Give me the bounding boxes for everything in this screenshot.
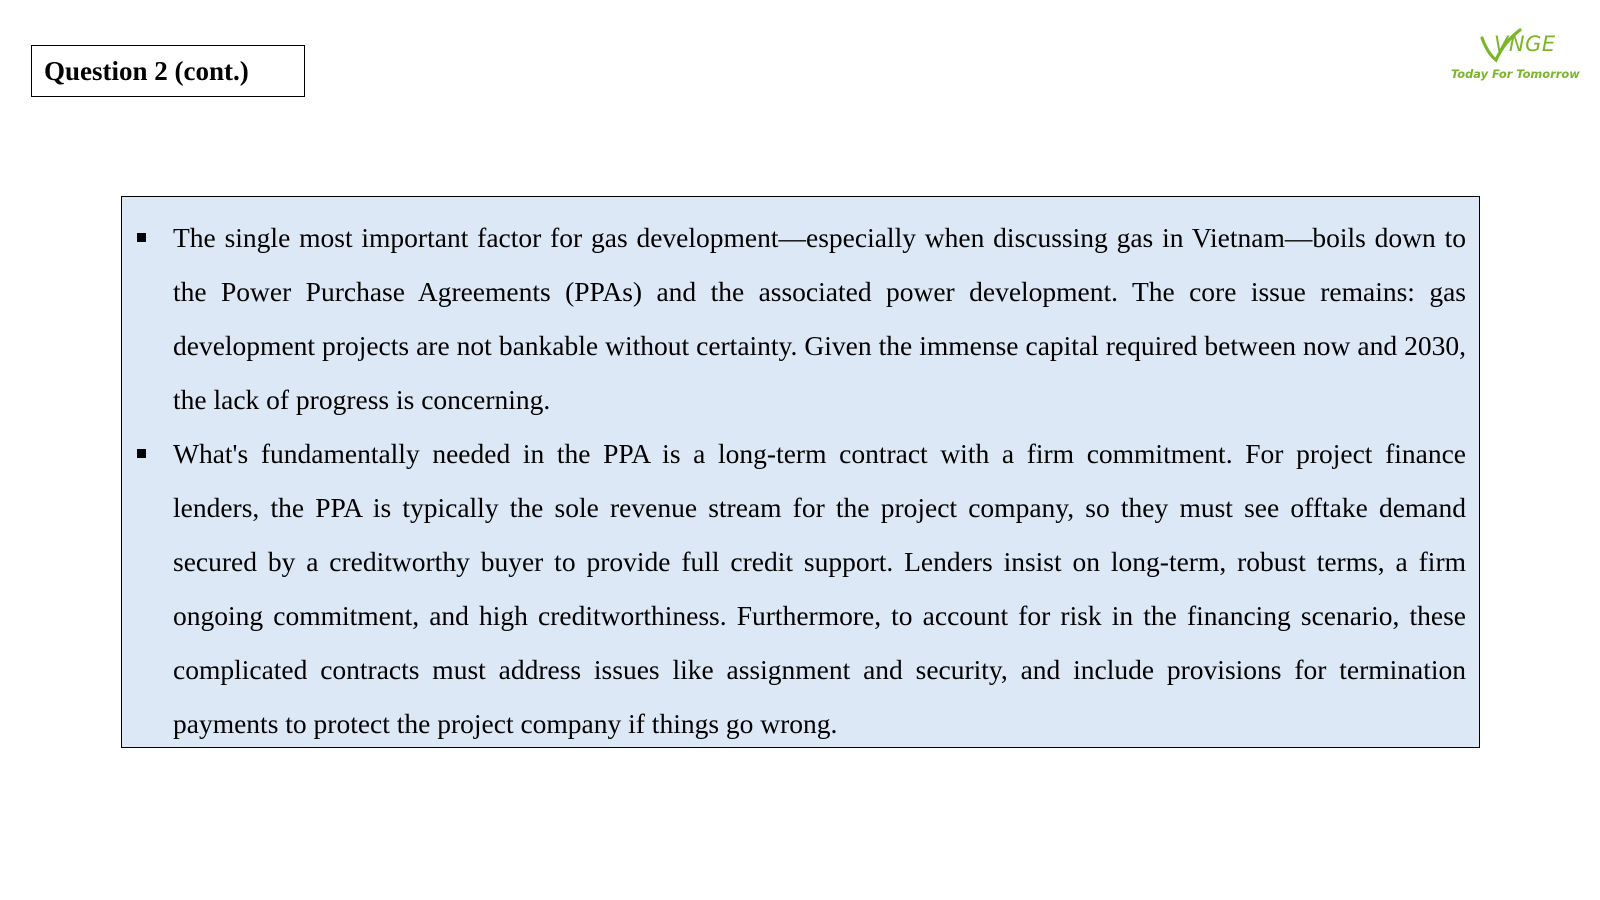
content-box — [121, 196, 1480, 748]
square-bullet-icon — [137, 449, 146, 458]
logo-brand-text: VNGE — [1494, 32, 1556, 56]
bullet-text: What's fundamentally needed in the PPA is a long-term contract with a firm commitment. For project finance lenders, the PPA is typically the sole revenue stream for the project company, so they must see offtake demand secured by a creditworthy buyer to provide full credit support. Lenders insist on long-term, robust terms, a firm ongoing commitment, and high creditworthiness. Furthermore, to account for risk in the financing scenario, these complicated contracts must address issues like assignment and security, and include provisions for termination payments to protect the project company if things go wrong. — [173, 438, 1466, 739]
slide-title — [31, 45, 305, 97]
logo-mark — [1480, 24, 1560, 64]
vnge-logo — [1440, 16, 1590, 91]
logo-tagline: Today For Tomorrow — [1451, 67, 1580, 81]
bullet-item — [137, 427, 1466, 751]
bullet-list — [137, 211, 1466, 751]
bullet-item — [137, 211, 1466, 427]
bullet-text: The single most important factor for gas development—especially when discussing gas in Vietnam—boils down to the Power Purchase Agreements (PPAs) and the associated power development. The core issue remains: gas development projects are not bankable without certainty. Given the immense capital required between now and 2030, the lack of progress is concerning. — [173, 222, 1466, 415]
slide-title-text: Question 2 (cont.) — [44, 55, 249, 86]
square-bullet-icon — [137, 233, 146, 242]
